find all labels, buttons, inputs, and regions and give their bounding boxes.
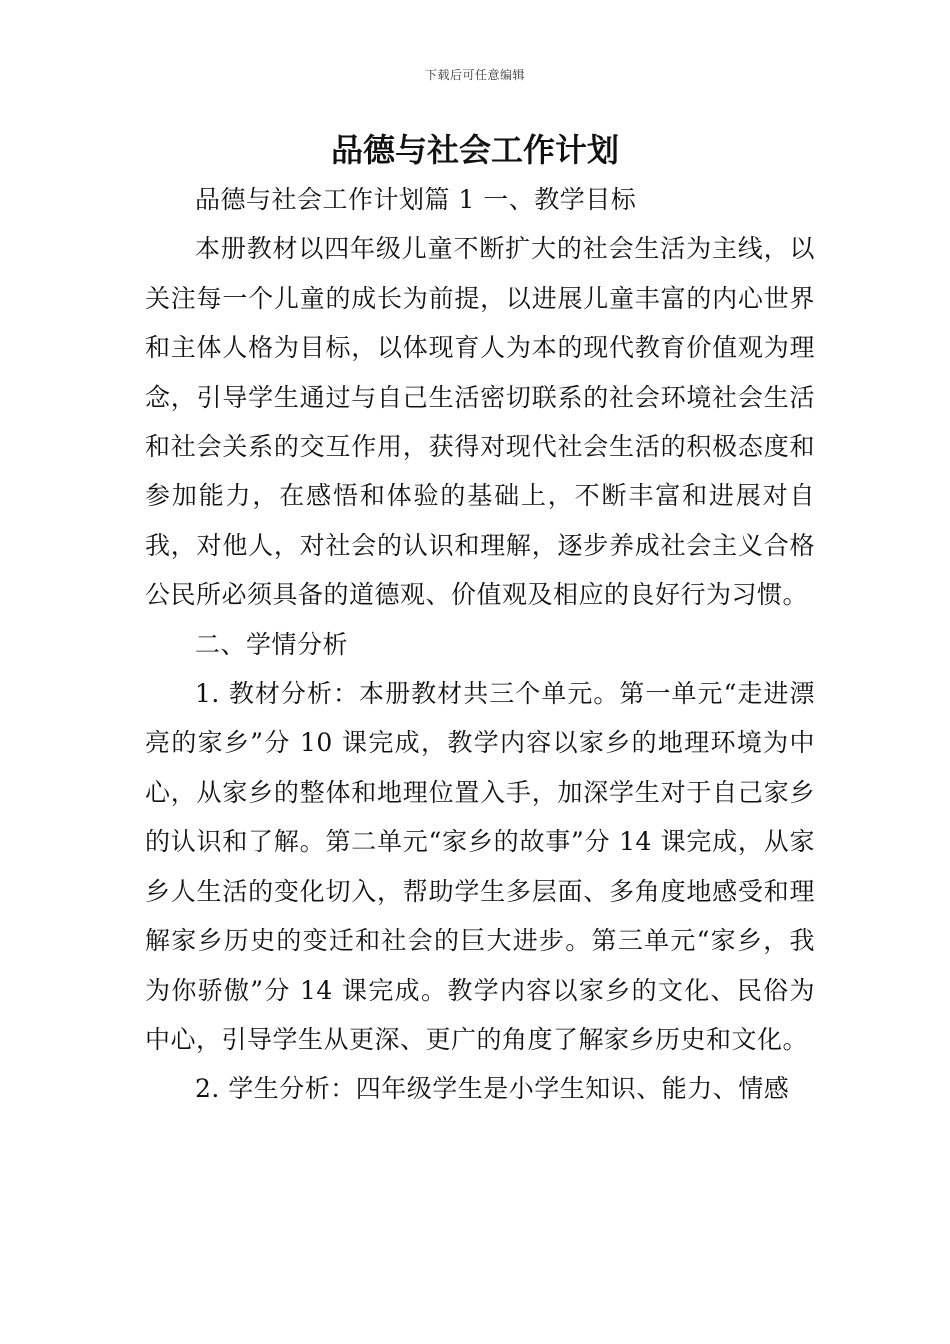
paragraph-intro: 品德与社会工作计划篇 1 一、教学目标 (195, 185, 637, 214)
document-title: 品德与社会工作计划 (330, 131, 619, 169)
paragraph-student-analysis: 2. 学生分析：四年级学生是小学生知识、能力、情感 (195, 1074, 790, 1104)
paragraph-teaching-goals: 本册教材以四年级儿童不断扩大的社会生活为主线，以关注每一个儿童的成长为前提，以进展儿童丰富的内心世界和主体人格为目标，以体现育人为本的现代教育价值观为理念，引导学生通过与自己生活密切联系的社会环境社会生活和社会关系的交互作用，获得对现代社会生活的积极态度和参加能力，在感悟和体验的基础上，不断丰富和进展对自我，对他人，对社会的认识和理解，逐步养成社会主义合格公民所必须具备的道德观、价值观及相应的良好行为习惯。 (145, 234, 815, 610)
paragraph-section-heading: 二、学情分析 (195, 629, 349, 659)
header-note: 下载后可任意编辑 (424, 68, 525, 82)
document-body (145, 175, 815, 1114)
paragraph-textbook-analysis: 1. 教材分析：本册教材共三个单元。第一单元“走进漂亮的家乡”分 10 课完成，教学内容以家乡的地理环境为中心，从家乡的整体和地理位置入手，加深学生对于自己家乡的认识和了解。第二单元“家乡的故事”分 14 课完成，从家乡人生活的变化切入，帮助学生多层面、多角度地感受和理解家乡历史的变迁和社会的巨大进步。第三单元“家乡，我为你骄傲”分 14 课完成。教学内容以家乡的文化、民俗为中心，引导学生从更深、更广的角度了解家乡历史和文化。 (145, 679, 815, 1054)
